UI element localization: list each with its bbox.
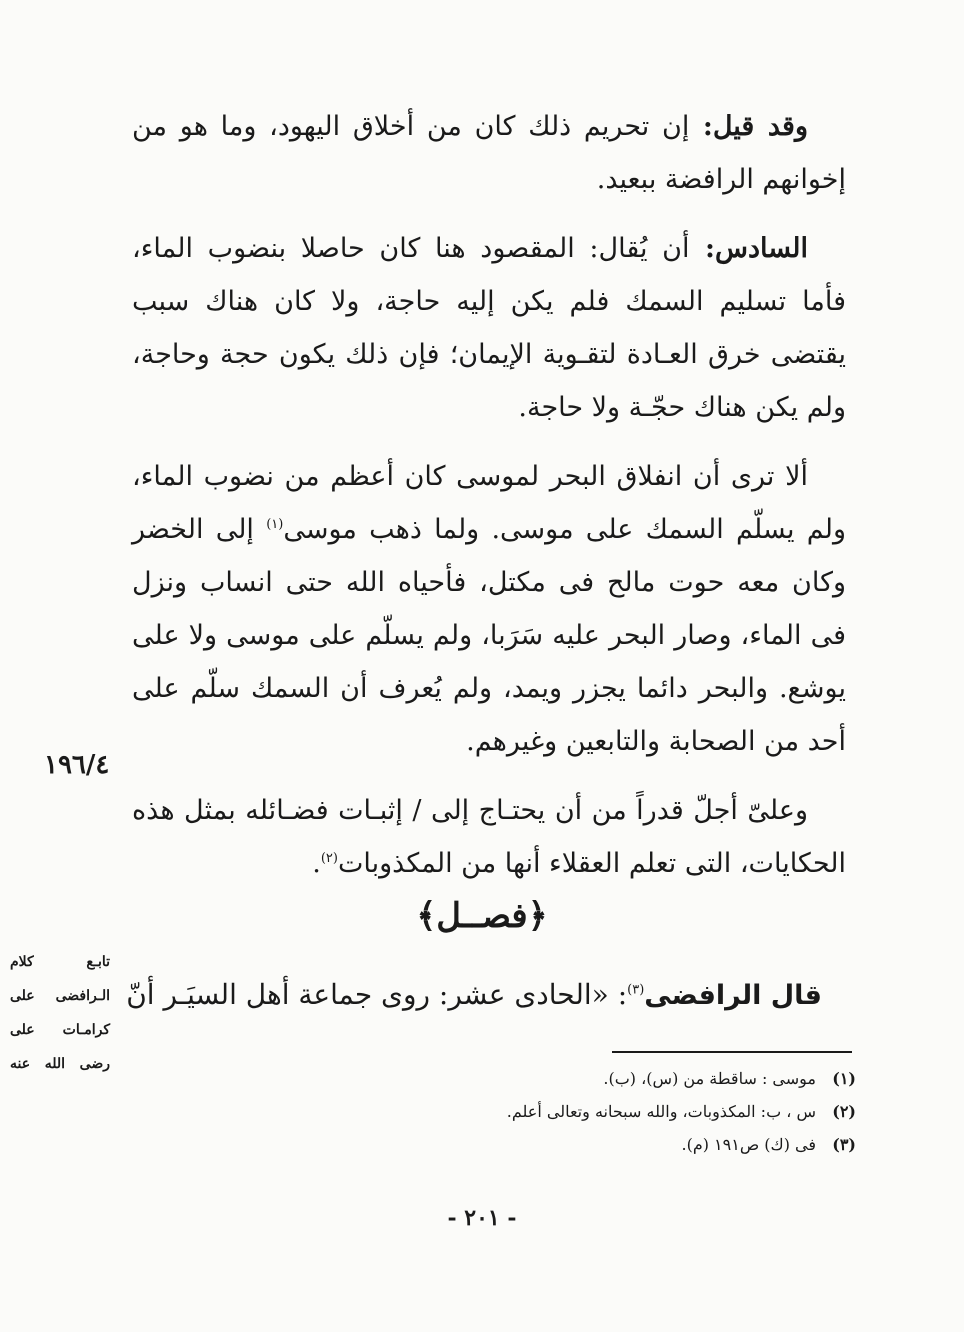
page-number: - ٢٠١ - [447,1205,517,1231]
footnote-text: فى (ك) ص١٩١ (م). [681,1135,816,1154]
footnote-number: (٣) [832,1135,856,1154]
paragraph-text: إن تحريم ذلك كان من أخلاق اليهود، وما هو من إخوانهم الرافضة ببعيد. [132,111,846,195]
footnote-number: (١) [832,1069,856,1088]
paragraph [132,100,846,206]
paragraph-text: أن يُقال: المقصود هنا كان حاصلا بنضوب الماء، فأما تسليم السمك فلم يكن إليه حاجة، ولا كان هناك سبب يقتضى خرق العـادة لتقـوية الإيمان؛ فإن ذلك يكون حجة وحاجة، ولم يكن هناك حجّـة ولا حاجة. [132,233,846,423]
footnote-number: (٢) [832,1102,856,1121]
paragraph-text: إلى الخضر وكان معه حوت مالح فى مكتل، فأحياه الله حتى انساب ونزل فى الماء، وصار البحر عليه سَرَبا، ولم يسلّم على موسى ولا على يوشع. والبحر دائما يجزر ويمد، ولم يُعرف أن السمك سلّم على أحد من الصحابة والتابعين وغيرهم. [132,514,846,757]
footnote-text: موسى : ساقطة من (س)، (ب). [603,1069,816,1088]
paragraph-lead: السادس: [689,233,809,264]
main-text [132,100,846,906]
margin-page-reference: ١٩٦/٤ [44,750,110,780]
section-heading: ﴿فصــل﴾ [416,896,548,936]
footnotes [380,1062,856,1161]
footnote-divider [612,1051,852,1053]
footnote-ref: (٢) [320,851,338,866]
paragraph-text: . [312,848,321,879]
paragraph-lead: وقد قيل: [689,111,809,142]
footnote-ref: (١) [266,517,284,532]
paragraph [132,450,846,768]
quote-line [126,978,822,1011]
footnote-item [380,1062,856,1095]
footnote-ref: (٣) [627,982,645,998]
footnote-item [380,1095,856,1128]
side-note: تابـع كلام الـرافضى على كرامـات على رضى الله عنه [10,954,110,1072]
paragraph-text: وعلىّ أجلّ قدراً من أن يحتـاج إلى / إثبـات فضـائله بمثل هذه الحكايات، التى تعلم العقلاء أنها من المكذوبات [132,795,846,879]
paragraph [132,222,846,434]
footnote-item [380,1128,856,1161]
paragraph [132,784,846,890]
footnote-text: س ، ب: المكذوبات، والله سبحانه وتعالى أعلم. [506,1102,816,1121]
paragraph-text: ألا ترى أن انفلاق البحر لموسى كان أعظم من نضوب الماء، ولم يسلّم السمك على موسى. ولما ذهب موسى [132,461,846,545]
speaker-label: قال الرافضى [644,980,822,1011]
quote-text: : «الحادى عشر: روى جماعة أهل السيَـر أنّ [126,978,628,1011]
